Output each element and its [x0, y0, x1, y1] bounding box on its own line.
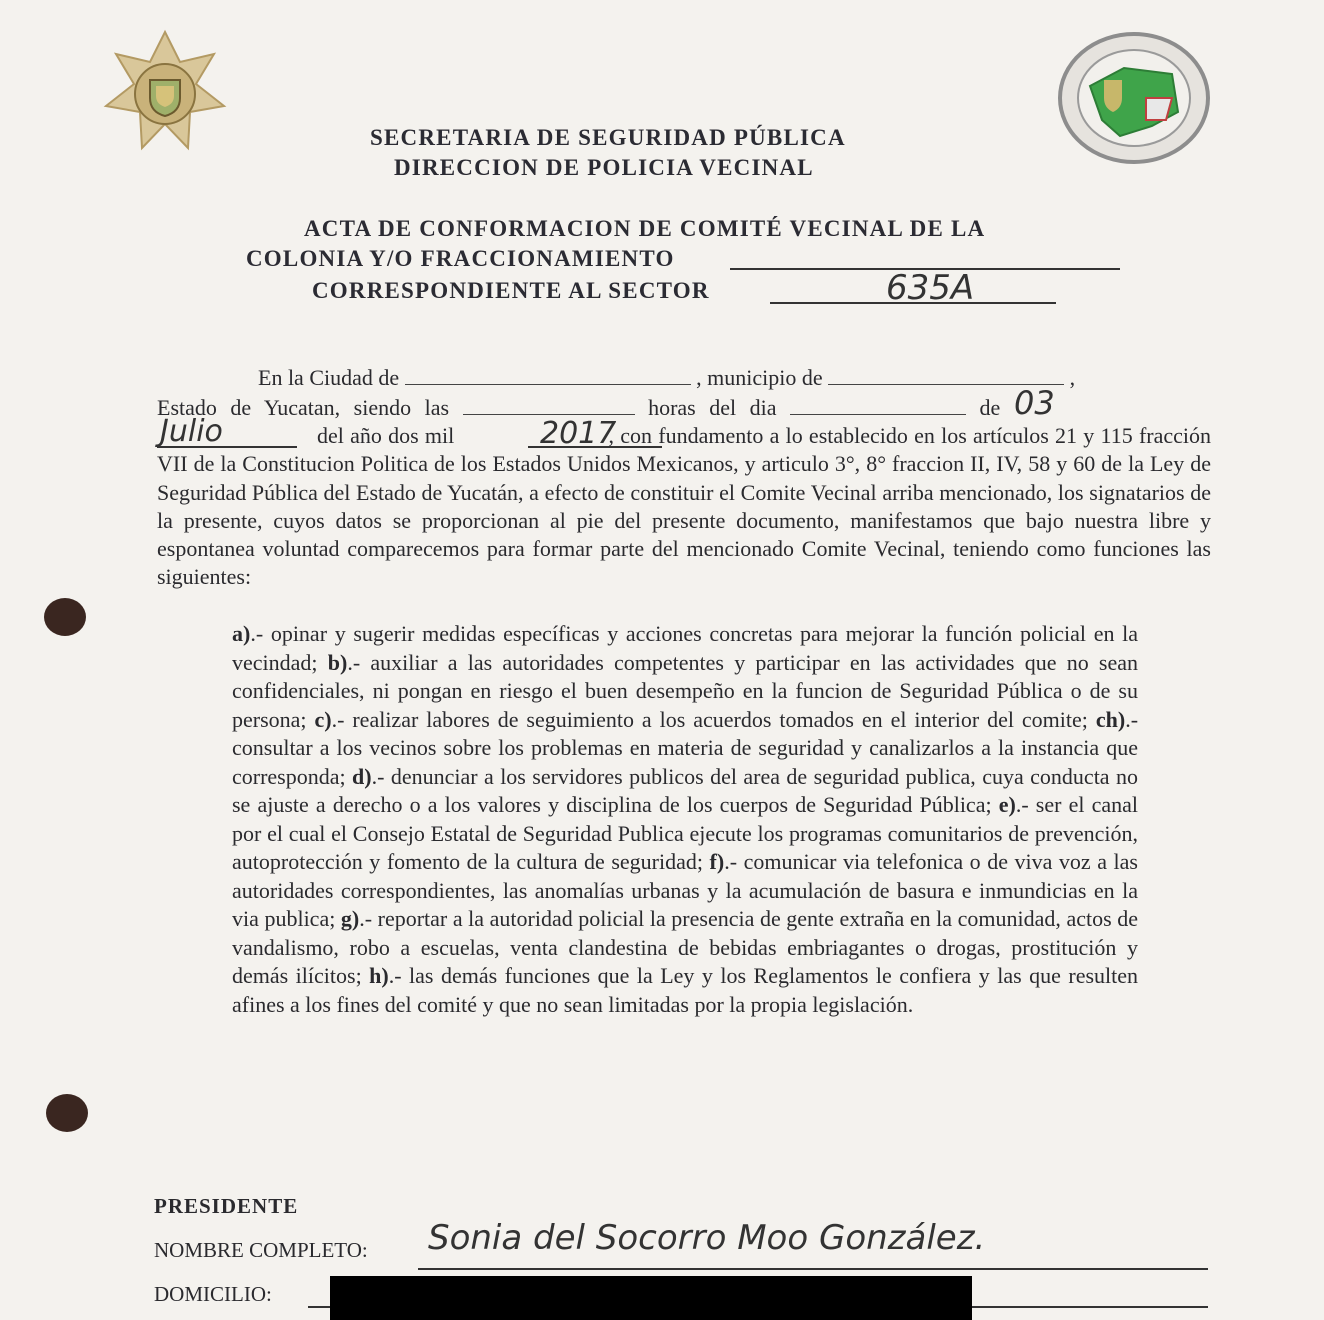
sector-handwritten-value: 635A: [886, 268, 975, 308]
function-label: h): [369, 963, 389, 988]
consejo-seal-icon: [1054, 28, 1214, 168]
function-text: .- comunicar via telefonica o de viva voz a las autoridades correspondientes, las anomalías urbanas y la acumulación de basura e inmundicias en la via publica;: [232, 849, 1138, 931]
punch-hole-bottom: [46, 1094, 88, 1132]
function-label: g): [340, 906, 360, 931]
full-name-label: NOMBRE COMPLETO:: [154, 1238, 368, 1262]
function-text: .- consultar a los vecinos sobre los problemas en materia de seguridad y canalizarlos a la instancia que corresponda;: [232, 706, 1139, 789]
intro-comma: ,: [1069, 365, 1076, 390]
intro-fundamento-text: , con fundamento a lo establecido en los artículos 21 y 115 fracción VII de la Constitucion Politica de los Estados Unidos Mexicanos, y articulo 3°, 8° fraccion II, IV, 58 y 60 de la Ley de Seguridad Pública del Estado de Yucatán, a efecto de constituir el Comite Vecinal arriba mencionado, los signatarios de la presente, cuyos datos se proporcionan al pie del presente documento, manifestamos que bajo nuestra libre y espontanea voluntad comparecemos para formar parte del mencionado Comite Vecinal, teniendo como funciones las siguientes:: [157, 423, 1211, 590]
intro-dia-label: horas del dia: [648, 395, 777, 420]
intro-municipio-label: , municipio de: [696, 365, 823, 390]
intro-city-label: En la Ciudad de: [258, 365, 400, 390]
hour-blank[interactable]: [463, 396, 635, 415]
signature-handwritten-name: Sonia del Socorro Moo González.: [428, 1218, 986, 1258]
municipio-blank[interactable]: [828, 366, 1064, 385]
role-heading: PRESIDENTE: [154, 1194, 299, 1218]
day-handwritten-value: 03: [1014, 384, 1055, 422]
month-handwritten-value: Julio: [160, 414, 223, 449]
police-star-seal-icon: [100, 28, 230, 158]
punch-hole-top: [44, 598, 86, 636]
header-line-2: DIRECCION DE POLICIA VECINAL: [394, 155, 814, 180]
intro-estado-text: Estado de Yucatan, siendo las: [157, 395, 450, 420]
function-text: .- las demás funciones que la Ley y los Reglamentos le confiera y las que resulten afines a los fines del comité y que no sean limitadas por la propia legislación.: [232, 963, 1139, 1017]
year-handwritten-value: 2017: [540, 416, 617, 451]
function-label: b): [327, 649, 348, 675]
function-label: c): [314, 706, 332, 732]
function-label: ch): [1095, 706, 1126, 732]
function-text: .- opinar y sugerir medidas específicas y acciones concretas para mejorar la función policial en la vecindad;: [232, 621, 1138, 675]
city-blank[interactable]: [405, 366, 691, 385]
function-label: a): [232, 621, 251, 646]
title-line-2: COLONIA Y/O FRACCIONAMIENTO: [246, 246, 675, 271]
intro-de-label: de: [979, 395, 1001, 420]
function-label: e): [998, 792, 1016, 817]
day-blank[interactable]: [790, 396, 966, 415]
function-label: d): [352, 763, 372, 789]
title-line-3: CORRESPONDIENTE AL SECTOR: [312, 278, 710, 303]
intro-paragraph-body: [157, 422, 1211, 592]
intro-year-label: del año dos mil: [317, 423, 455, 448]
header-line-1: SECRETARIA DE SEGURIDAD PÚBLICA: [370, 125, 846, 150]
function-label: f): [709, 849, 725, 874]
address-label: DOMICILIO:: [154, 1282, 272, 1306]
function-text: .- realizar labores de seguimiento a los acuerdos tomados en el interior del comite;: [331, 706, 1088, 732]
function-text: .- auxiliar a las autoridades competentes y participar en las actividades que no sean confidenciales, ni pongan en riesgo el buen desempeño en la funcion de Seguridad Pública o de su persona;: [232, 649, 1138, 732]
function-text: .- denunciar a los servidores publicos del area de seguridad publica, cuya conducta no se ajuste a derecho o a los valores y disciplina de los cuerpos de Seguridad Pública;: [232, 763, 1138, 817]
intro-line-2: [157, 394, 1217, 422]
intro-line-1: [258, 364, 1218, 392]
function-text: .- reportar a la autoridad policial la presencia de gente extraña en la comunidad, actos de vandalismo, robo a escuelas, venta clandestina de bebidas embriagantes o drogas, prostitución y demás ilícitos;: [232, 906, 1138, 988]
address-redaction-bar: [330, 1276, 972, 1320]
name-line[interactable]: [418, 1268, 1208, 1270]
title-line-1: ACTA DE CONFORMACION DE COMITÉ VECINAL DE LA: [304, 216, 986, 241]
function-text: .- ser el canal por el cual el Consejo Estatal de Seguridad Publica ejecute los programas comunitarios de prevención, autoprotección y fomento de la cultura de seguridad;: [232, 792, 1138, 874]
functions-list: [232, 620, 1138, 1019]
